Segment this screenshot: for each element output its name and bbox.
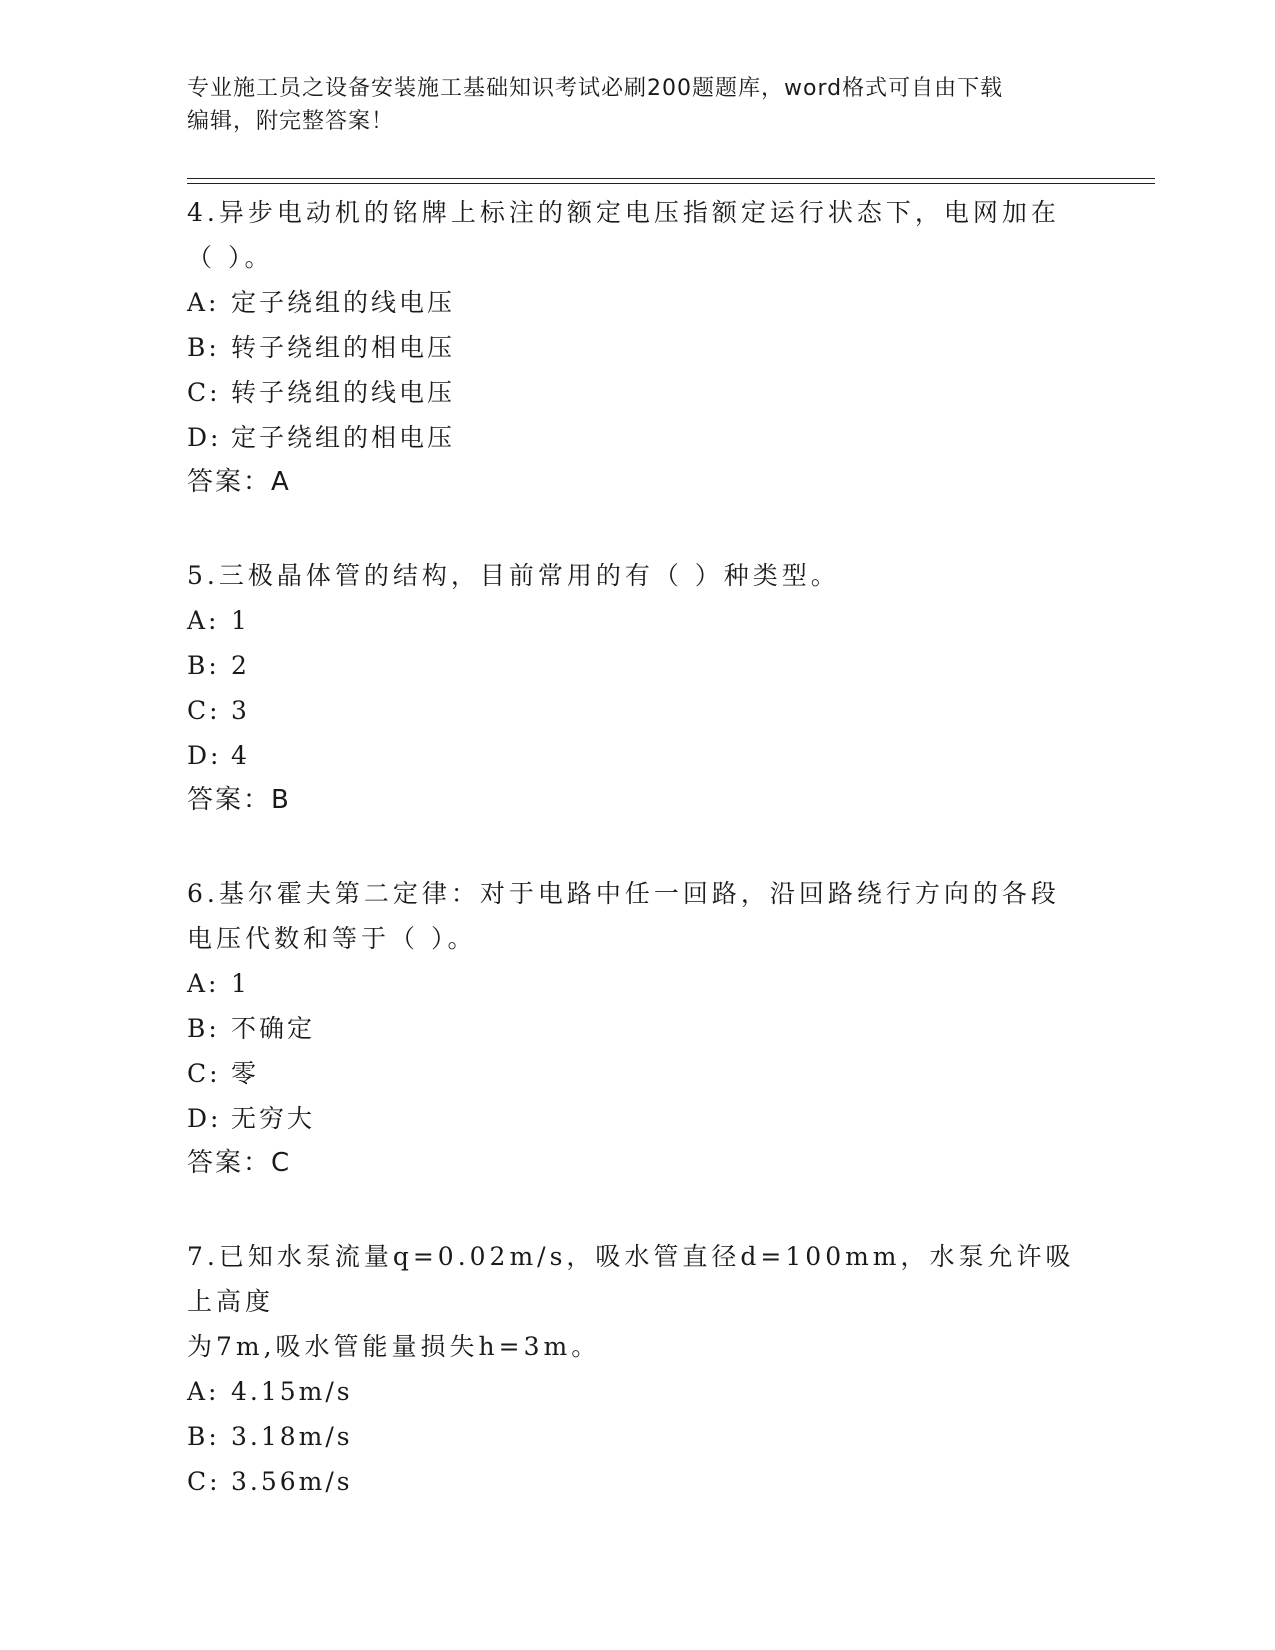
header-divider-top [187, 178, 1155, 179]
option-b [187, 1006, 1087, 1051]
option-text: 零 [231, 1059, 260, 1088]
option-b [187, 643, 1087, 688]
header-line-1: 专业施工员之设备安装施工基础知识考试必刷200题题库，word格式可自由下载 [187, 76, 1004, 101]
option-b [187, 1414, 1087, 1459]
option-c [187, 370, 1087, 415]
option-c [187, 688, 1087, 733]
option-a [187, 1369, 1087, 1414]
answer-line: 答案：C [187, 1148, 292, 1178]
question-stem-continued: （ ）。 [187, 243, 274, 272]
option-c [187, 1051, 1087, 1096]
question-stem: 4.异步电动机的铭牌上标注的额定电压指额定运行状态下，电网加在 [187, 198, 1060, 227]
header-divider-bottom [187, 183, 1155, 184]
option-letter: C: [187, 1059, 221, 1088]
option-letter: A: [187, 1377, 220, 1406]
option-text: 不确定 [231, 1014, 316, 1043]
option-text: 1 [231, 969, 250, 998]
option-letter: C: [187, 696, 221, 725]
option-letter: A: [187, 288, 220, 317]
answer-line: 答案：B [187, 785, 291, 815]
option-letter: B: [187, 651, 220, 680]
option-text: 3 [231, 696, 250, 725]
option-text: 2 [231, 651, 250, 680]
option-text: 定子绕组的线电压 [231, 288, 456, 317]
question-7 [187, 1234, 1087, 1504]
option-a [187, 598, 1087, 643]
option-d [187, 1096, 1087, 1141]
option-letter: D: [187, 741, 222, 770]
option-d [187, 733, 1087, 778]
option-letter: D: [187, 1104, 222, 1133]
option-letter: A: [187, 969, 220, 998]
question-4 [187, 190, 1087, 505]
option-letter: B: [187, 1014, 220, 1043]
answer-line: 答案：A [187, 467, 291, 497]
option-letter: C: [187, 378, 221, 407]
option-a [187, 961, 1087, 1006]
option-d [187, 415, 1087, 460]
question-stem: 7.已知水泵流量q=0.02m/s，吸水管直径d=100mm，水泵允许吸上高度 [187, 1242, 1075, 1316]
question-6 [187, 871, 1087, 1186]
option-text: 4 [231, 741, 250, 770]
option-letter: B: [187, 333, 220, 362]
option-letter: C: [187, 1467, 221, 1496]
option-text: 1 [231, 606, 250, 635]
option-letter: A: [187, 606, 220, 635]
question-stem-continued: 为7m,吸水管能量损失h=3m。 [187, 1332, 601, 1361]
option-text: 3.56m/s [231, 1467, 353, 1496]
option-letter: D: [187, 423, 222, 452]
option-letter: B: [187, 1422, 220, 1451]
option-b [187, 325, 1087, 370]
question-stem: 6.基尔霍夫第二定律：对于电路中任一回路，沿回路绕行方向的各段 [187, 879, 1060, 908]
option-text: 转子绕组的相电压 [231, 333, 456, 362]
option-text: 无穷大 [231, 1104, 316, 1133]
question-5 [187, 553, 1087, 823]
option-a [187, 280, 1087, 325]
question-list [187, 190, 1087, 1552]
option-text: 3.18m/s [231, 1422, 353, 1451]
document-header [187, 72, 1067, 138]
header-line-2: 编辑，附完整答案！ [187, 109, 395, 134]
question-stem-continued: 电压代数和等于（ ）。 [187, 924, 477, 953]
question-stem: 5.三极晶体管的结构，目前常用的有（ ）种类型。 [187, 561, 840, 590]
option-text: 转子绕组的线电压 [231, 378, 456, 407]
option-c [187, 1459, 1087, 1504]
option-text: 定子绕组的相电压 [231, 423, 456, 452]
option-text: 4.15m/s [231, 1377, 353, 1406]
